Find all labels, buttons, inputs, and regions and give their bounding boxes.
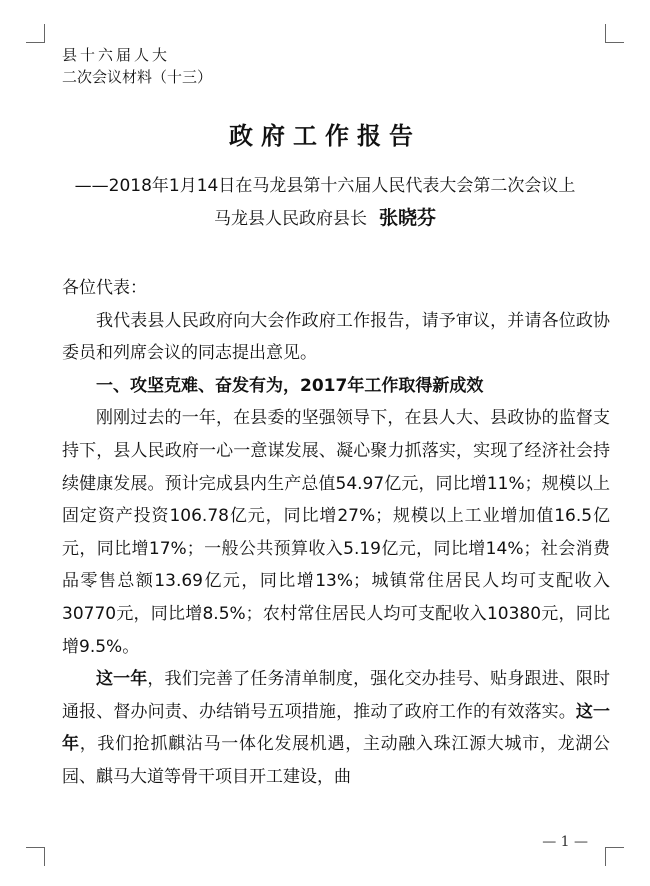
paragraph-2-lead-2: 这一年 — [62, 701, 611, 755]
document-header-note — [62, 44, 212, 88]
paragraph-2-text-2: ，我们抢抓麒沾马一体化发展机遇，主动融入珠江源大城市，龙湖公园、麒马大道等骨干项目开工建设，曲 — [62, 734, 611, 787]
speaker-role: 马龙县人民政府县长 — [213, 209, 367, 229]
paragraph-2-lead-1: 这一年 — [96, 669, 148, 690]
intro-paragraph: 我代表县人民政府向大会作政府工作报告，请予审议，并请各位政协委员和列席会议的同志提出意见。 — [62, 310, 610, 364]
header-line-2: 二次会议材料（十三） — [62, 68, 213, 86]
salutation: 各位代表： — [62, 278, 147, 298]
speaker-line — [0, 206, 650, 231]
speaker-name: 张晓芬 — [378, 207, 436, 229]
crop-mark-top-left — [26, 24, 45, 43]
section-heading-1: 一、攻坚克难、奋发有为，2017年工作取得新成效 — [96, 375, 484, 396]
crop-mark-top-right — [605, 24, 624, 43]
document-title: 政府工作报告 — [229, 121, 421, 150]
header-line-1: 县十六届人大 — [62, 46, 171, 64]
paragraph-2-text-1: ，我们完善了任务清单制度，强化交办挂号、贴身跟进、限时通报、督办问责、办结销号五项措施，推动了政府工作的有效落实。 — [62, 669, 611, 722]
paragraph-1: 刚刚过去的一年，在县委的坚强领导下，在县人大、县政协的监督支持下，县人民政府一心一意谋发展、凝心聚力抓落实，实现了经济社会持续健康发展。预计完成县内生产总值54.97亿元，同比增11%；规模以上固定资产投资106.78亿元，同比增27%；规模以上工业增加值16.5亿元，同比增17%；一般公共预算收入5.19亿元，同比增14%；社会消费品零售总额13.69亿元，同比增13%；城镇常住居民人均可支配收入30770元，同比增8.5%；农村常住居民人均可支配收入10380元，同比增9.5%。 — [62, 408, 610, 657]
document-body — [62, 272, 610, 794]
paragraph-2 — [62, 663, 610, 793]
page-number: — 1 — — [542, 834, 588, 850]
document-subtitle: ——2018年1月14日在马龙县第十六届人民代表大会第二次会议上 — [74, 176, 576, 196]
